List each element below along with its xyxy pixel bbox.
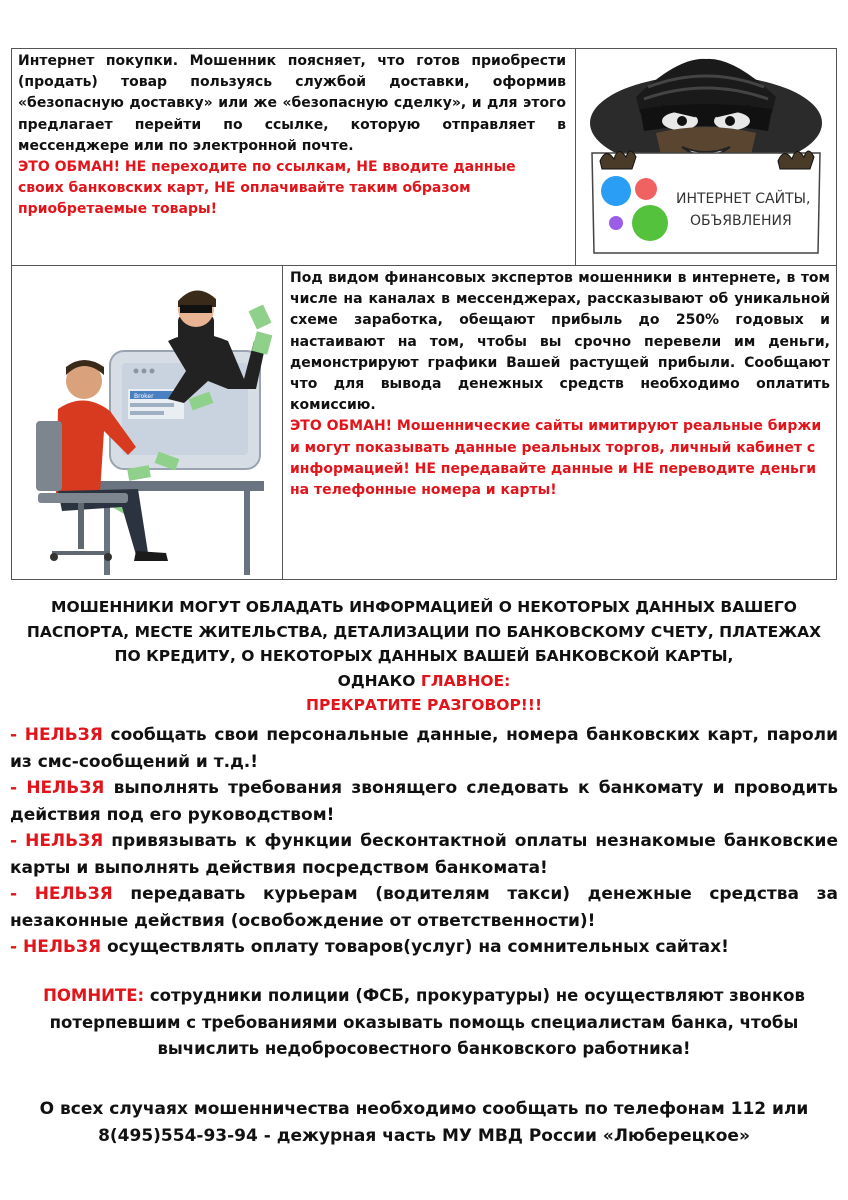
sign-dot-blue [601,176,631,206]
table-divider-vertical-top [575,49,576,265]
sign-dot-purple [609,216,623,230]
online-shopping-cell [18,51,566,221]
prohibition-text: сообщать свои персональные данные, номера банковских карт, пароли из смс-сообщений и т.д.! [10,725,839,772]
prohibition-item [10,828,838,881]
online-shopping-warning: ЭТО ОБМАН! НЕ переходите по ссылкам, НЕ вводите данные своих банковских карт, НЕ оплачивайте таким образом приобретаемые товары! [18,159,516,218]
investment-fraud-text: Под видом финансовых экспертов мошенники в интернете, в том числе на каналах в мессенджерах, рассказывают об уникальной схеме заработка, обещают прибыль до 250% годовых и настаивают на том, чтобы вы срочно перевели им деньги, демонстрируют графики Вашей растущей прибыли. Сообщают что для вывода денежных средств необходимо оплатить комиссию. [290,270,830,414]
stop-conversation-call: ПРЕКРАТИТЕ РАЗГОВОР!!! [305,696,543,714]
table-divider-horizontal [12,265,836,266]
contact-text: О всех случаях мошенничества необходимо сообщать по телефонам 112 или 8(495)554-93-94 - дежурная часть МУ МВД России «Люберецкое» [39,1099,809,1146]
prohibition-text: привязывать к функции бесконтактной оплаты незнакомые банковские карты и выполнять действия посредством банкомата! [10,831,838,878]
prohibition-item [10,934,838,961]
remember-text: сотрудники полиции (ФСБ, прокуратуры) не осуществляют звонков потерпевшим с требованиями оказывать помощь специалистам банка, чтобы вычислить недобросовестного банковского работника! [49,986,805,1058]
prohibitions-list [10,722,838,961]
fraud-info-block [14,595,834,718]
investment-fraud-illustration [18,271,278,577]
prohibition-keyword: НЕЛЬЗЯ [24,725,103,745]
online-shopping-text: Интернет покупки. Мошенник поясняет, что готов приобрести (продать) товар пользуясь службой доставки, оформив «безопасную доставку» или же «безопасную сделку», и для этого предлагает перейти по ссылке, которую отправляет в мессенджере или по электронной почте. [18,53,566,154]
investment-fraud-cell [290,268,830,501]
prohibition-keyword: НЕЛЬЗЯ [34,884,113,904]
prohibition-item [10,881,838,934]
sign-line-1: ИНТЕРНЕТ САЙТЫ, [676,191,811,207]
prohibition-text: осуществлять оплату товаров(услуг) на сомнительных сайтах! [107,937,729,957]
prohibition-text: передавать курьерам (водителям такси) денежные средства за незаконные действия (освобождение от ответственности)! [10,884,838,931]
fraud-info-main-line [14,669,834,694]
thief-holding-sign-icon [578,51,834,261]
hacker-computer-illustration-icon [18,271,278,577]
contact-block [14,1096,834,1149]
remember-keyword: ПОМНИТЕ: [43,986,145,1005]
remember-block [14,983,834,1063]
fraud-info-main-highlight: ГЛАВНОЕ: [420,671,511,690]
investment-fraud-warning: ЭТО ОБМАН! Мошеннические сайты имитируют реальные биржи и могут показывать данные реальных торгов, личный кабинет с информацией! НЕ передавайте данные и НЕ переводите деньги на телефонные номера и карты! [290,418,822,499]
table-divider-vertical-bottom [282,265,283,579]
prohibition-item [10,775,838,828]
prohibition-text: выполнять требования звонящего следовать к банкомату и проводить действия под его руководством! [10,778,839,825]
prohibition-keyword: НЕЛЬЗЯ [22,937,102,957]
prohibition-item [10,722,838,775]
sign-line-2: ОБЪЯВЛЕНИЯ [690,213,792,229]
prohibition-keyword: НЕЛЬЗЯ [25,831,104,851]
sign-dot-green [632,205,668,241]
prohibition-dash: - [10,831,18,851]
sign-dot-red [635,178,657,200]
screen-broker-label: Broker [134,393,154,400]
prohibition-dash: - [10,725,18,745]
prohibition-dash: - [10,778,18,798]
fraud-info-text: МОШЕННИКИ МОГУТ ОБЛАДАТЬ ИНФОРМАЦИЕЙ О НЕКОТОРЫХ ДАННЫХ ВАШЕГО ПАСПОРТА, МЕСТЕ ЖИТЕЛЬСТВА, ДЕТАЛИЗАЦИИ ПО БАНКОВСКОМУ СЧЕТУ, ПЛАТЕЖАХ ПО КРЕДИТУ, О НЕКОТОРЫХ ДАННЫХ ВАШЕЙ БАНКОВСКОЙ КАРТЫ, [26,598,822,665]
info-table [11,48,837,580]
remember-paragraph [14,983,834,1063]
prohibition-dash: - [10,937,18,957]
prohibition-keyword: НЕЛЬЗЯ [26,778,105,798]
prohibition-dash: - [10,884,18,904]
fraud-info-however: ОДНАКО [337,671,416,690]
fraudster-sign-illustration [578,51,834,261]
